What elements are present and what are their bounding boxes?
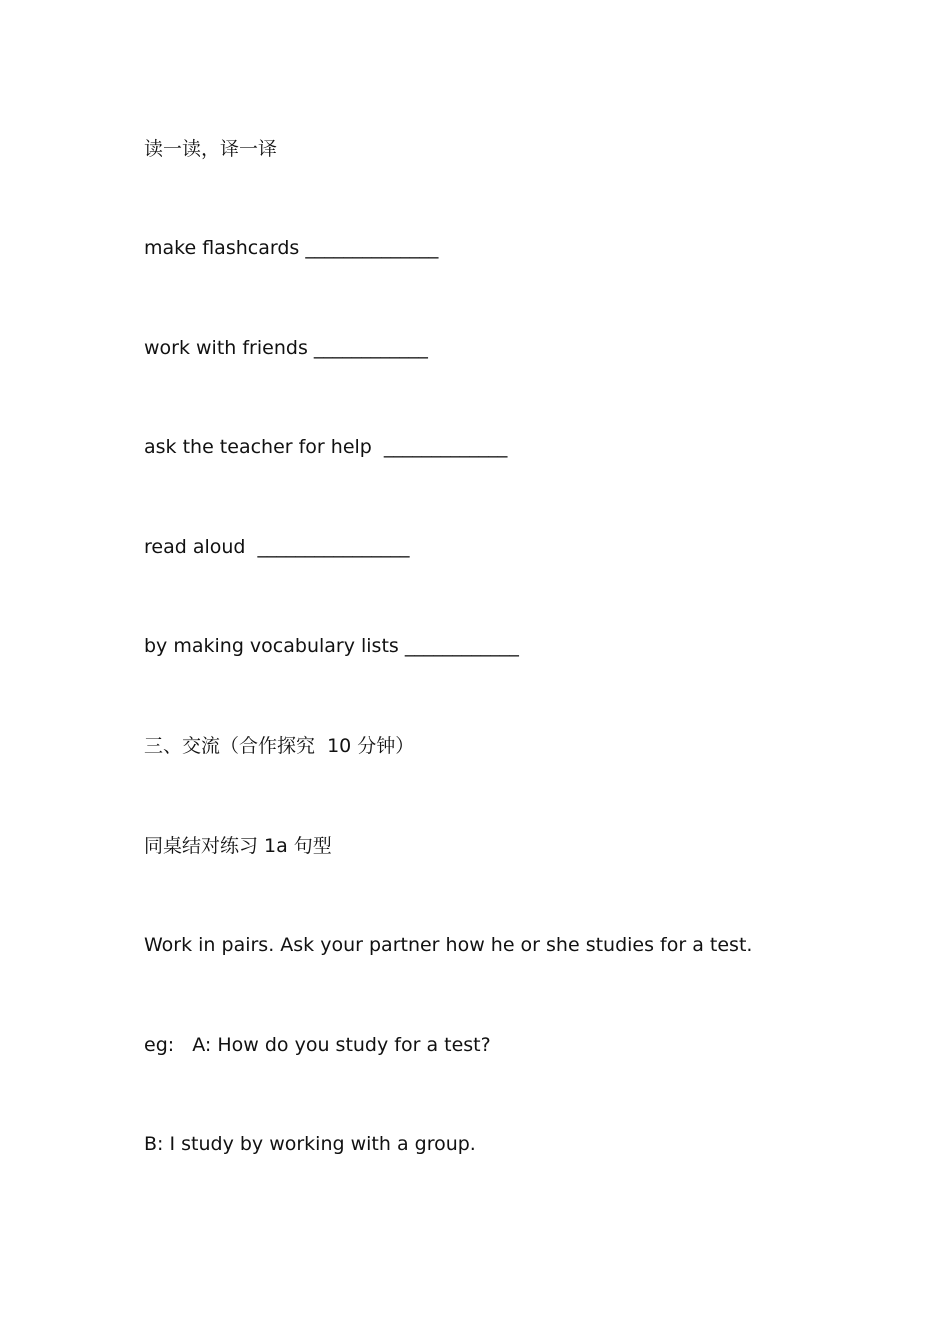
phrase-item: ask the teacher for help _____________: [144, 436, 508, 458]
phrase-item: by making vocabulary lists ____________: [144, 635, 519, 657]
phrase-item: make flashcards ______________: [144, 237, 439, 259]
pair-practice-label: 同桌结对练习 1a 句型: [144, 835, 332, 857]
example-answer: B: I study by working with a group.: [144, 1133, 476, 1155]
example-question: eg: A: How do you study for a test?: [144, 1034, 491, 1056]
phrase-item: read aloud ________________: [144, 536, 410, 558]
phrase-item: work with friends ____________: [144, 337, 428, 359]
section-title: 三、交流（合作探究 10 分钟）: [144, 735, 415, 757]
section-heading: 读一读，译一译: [144, 138, 278, 160]
instruction-text: Work in pairs. Ask your partner how he or she studies for a test.: [144, 934, 753, 956]
